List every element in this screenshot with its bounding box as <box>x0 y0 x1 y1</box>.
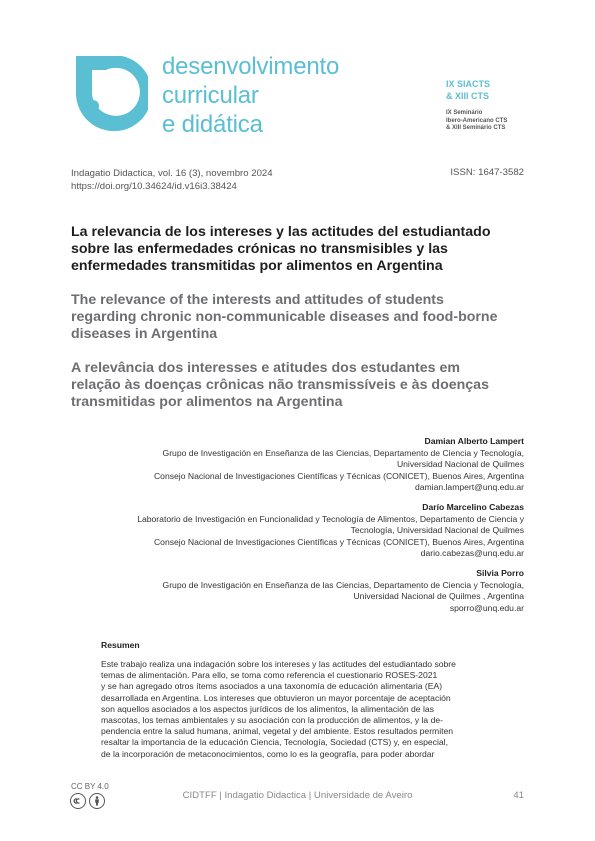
title-line: The relevance of the interests and attitudes of students <box>71 292 444 308</box>
abstract-line: desarrollada en Argentina. Los intereses que obtuvieron un mayor porcentaje de aceptación <box>101 692 451 703</box>
title-line: sobre las enfermedades crónicas no transmisibles y las <box>71 241 448 257</box>
journal-title-line: desenvolvimento <box>162 53 340 80</box>
author-name: Damian Alberto Lampert <box>424 436 524 446</box>
title-line: relação às doenças crônicas não transmissíveis e às doenças <box>71 377 489 393</box>
author-block <box>64 568 524 614</box>
author-affiliation: Laboratorio de Investigación en Funcionalidad y Tecnología de Alimentos, Departamento de Ciencia y <box>137 513 524 524</box>
author-affiliation: Consejo Nacional de Investigaciones Científicas y Técnicas (CONICET), Buenos Aires, Argentina <box>153 470 524 481</box>
title-line: regarding chronic non-communicable diseases and food-borne <box>71 309 498 325</box>
doi-link[interactable]: https://doi.org/10.34624/id.v16i3.38424 <box>71 181 237 192</box>
author-email[interactable]: damian.lampert@unq.edu.ar <box>414 482 524 493</box>
abstract-line: temas de alimentación. Para ello, se toma como referencia el cuestionario ROSES-2021 <box>101 670 438 681</box>
conference-line: IX SIACTS <box>446 79 491 89</box>
abstract-line: mascotas, los temas ambientales y su asociación con la producción de alimentos, y la de- <box>101 715 444 726</box>
title-spanish <box>71 224 531 275</box>
abstract-line: pendencia entre la salud humana, animal, vegetal y del ambiente. Estos resultados permiten <box>101 726 454 737</box>
author-affiliation: Grupo de Investigación en Enseñanza de las Ciencias, Departamento de Ciencia y Tecnología, <box>162 579 524 590</box>
author-affiliation: Grupo de Investigación en Enseñanza de las Ciencias, Departamento de Ciencia y Tecnología, <box>162 447 524 458</box>
abstract-line: de la incorporación de metaconocimientos, como lo es la geografía, para poder abordar <box>101 748 435 759</box>
journal-title <box>162 52 339 139</box>
author-affiliation: Universidad Nacional de Quilmes , Argentina <box>353 591 524 602</box>
title-line: La relevancia de los intereses y las actitudes del estudiantado <box>71 224 491 240</box>
author-email[interactable]: dario.cabezas@unq.edu.ar <box>420 548 524 559</box>
journal-title-line: curricular <box>162 82 259 109</box>
journal-name: Indagatio Didactica <box>71 168 153 179</box>
conference-sub-line: IX Seminário <box>446 110 483 116</box>
title-line: A relevância dos interesses e atitudes dos estudantes em <box>71 360 460 376</box>
journal-details: , vol. 16 (3), novembro 2024 <box>152 168 273 179</box>
title-english <box>71 292 531 343</box>
author-email[interactable]: sporro@unq.edu.ar <box>449 602 524 613</box>
author-name: Darío Marcelino Cabezas <box>422 501 524 512</box>
abstract-body <box>101 659 501 760</box>
journal-logo-icon <box>70 56 148 137</box>
title-line: diseases in Argentina <box>71 326 218 342</box>
abstract-line: Este trabajo realiza una indagación sobre los intereses y las actitudes del estudiantado sobre <box>101 659 456 669</box>
title-line: transmitidas por alimentos na Argentina <box>71 394 343 410</box>
title-line: enfermedades transmitidas por alimentos en Argentina <box>71 258 443 274</box>
author-block <box>64 502 524 560</box>
author-affiliation: Consejo Nacional de Investigaciones Científicas y Técnicas (CONICET), Buenos Aires, Argentina <box>153 536 524 547</box>
author-list <box>64 436 524 622</box>
author-name: Silvia Porro <box>476 567 524 578</box>
conference-subtitle <box>446 110 507 133</box>
author-affiliation: Tecnología, Universidad Nacional de Quilmes <box>350 525 524 536</box>
conference-sub-line: Ibero-Americano CTS <box>446 117 508 124</box>
abstract-heading: Resumen <box>101 640 140 650</box>
abstract-line: son aquellos asociados a los aspectos jurídicos de los alimentos, la alimentación de las <box>101 703 434 714</box>
page-number: 41 <box>513 790 524 801</box>
footer-journal-info: CIDTFF | Indagatio Didactica | Universidade de Aveiro <box>182 790 413 801</box>
citation <box>71 167 273 193</box>
abstract-line: resaltar la importancia de la educación Ciencia, Tecnología, Sociedad (CTS) y, en especial, <box>101 737 448 748</box>
author-block <box>64 436 524 494</box>
conference-sub-line: & XIII Seminário CTS <box>446 125 506 131</box>
journal-title-line: e didática <box>162 111 263 138</box>
license-label: CC BY 4.0 <box>71 782 109 791</box>
abstract-line: y se han agregado otros ítems asociados a una taxonomía de educación alimentaria (EA) <box>101 681 443 692</box>
conference-line: & XIII CTS <box>446 91 490 101</box>
author-affiliation: Universidad Nacional de Quilmes <box>396 459 524 470</box>
conference-label <box>446 78 490 102</box>
issn: ISSN: 1647-3582 <box>450 167 524 178</box>
title-portuguese <box>71 360 531 411</box>
